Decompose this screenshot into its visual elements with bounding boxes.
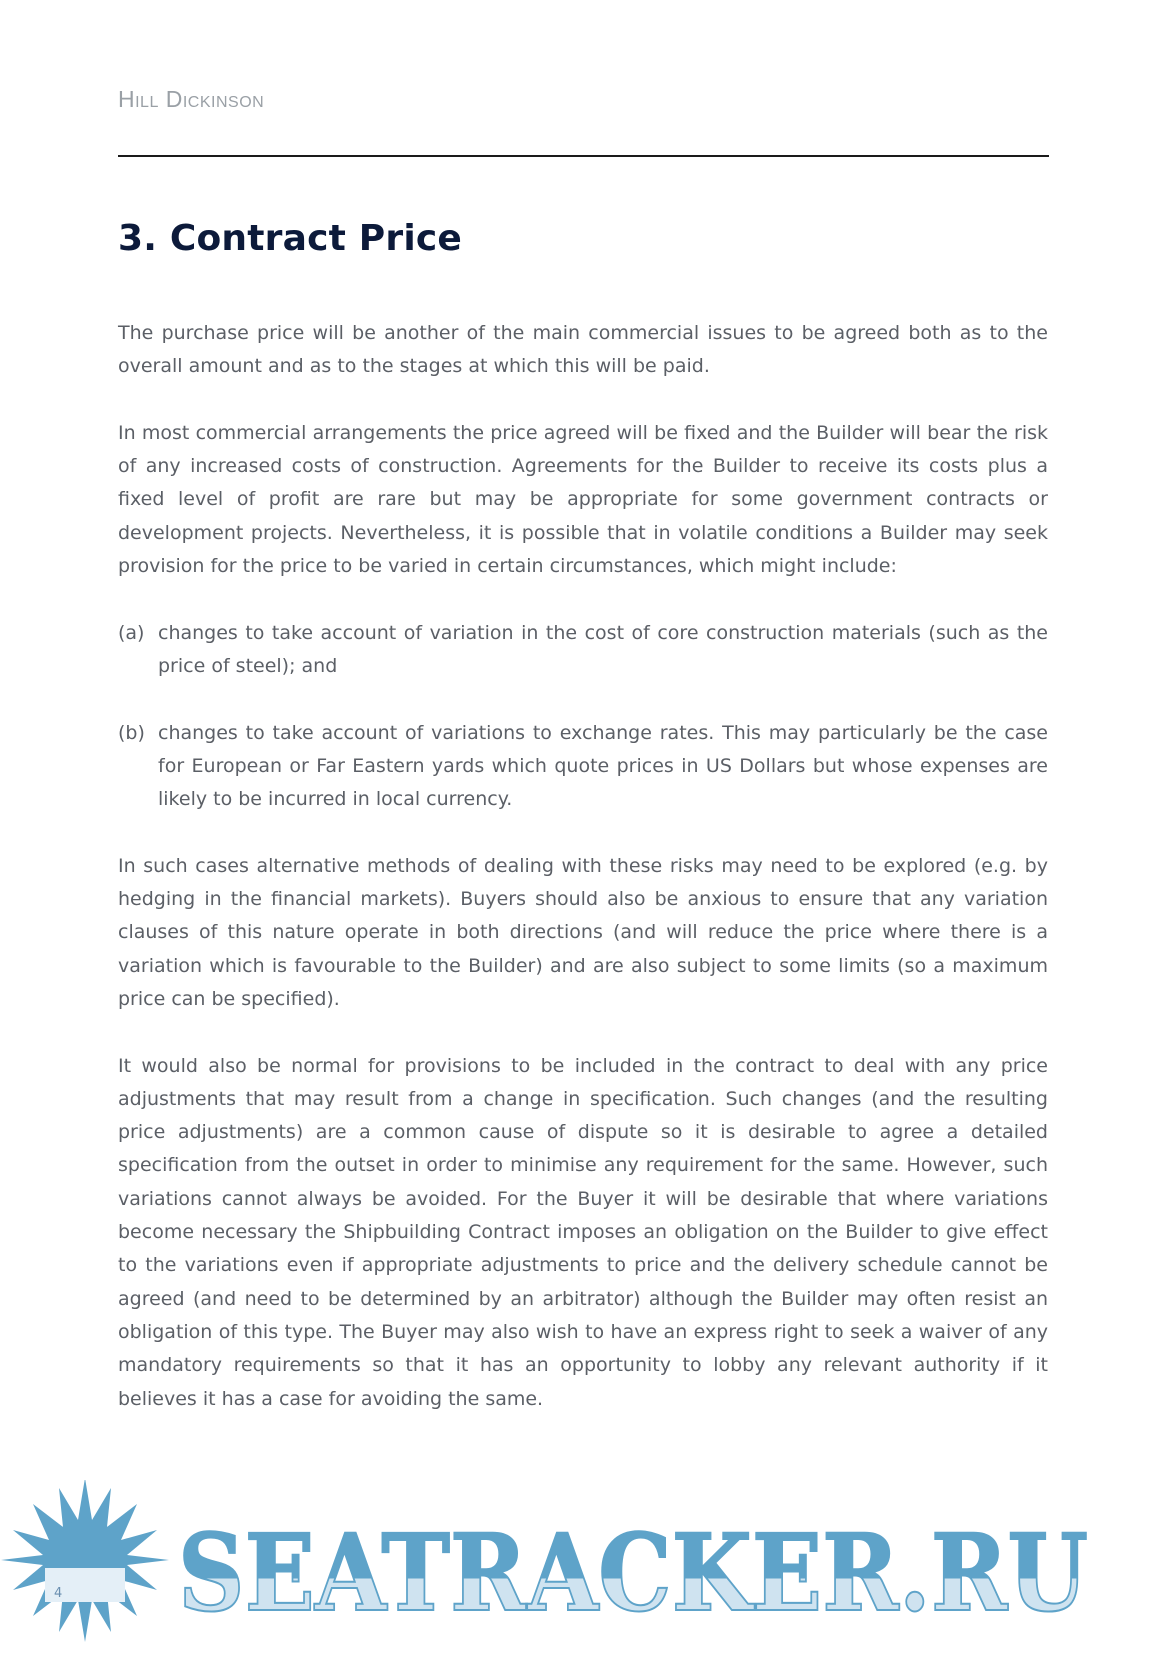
paragraph-price-arrangements: In most commercial arrangements the price agreed will be fixed and the Builder will bear the risk of any increased costs of construction. Agreements for the Builder to receive its costs plus a fixed level of profit are rare but may be appropriate for some government contracts or development projects. Nevertheless, it is possible that in volatile conditions a Builder may seek provision for the price to be varied in certain circumstances, which might include: [118, 421, 1048, 578]
section-title: 3. Contract Price [118, 218, 463, 259]
list-item [118, 617, 1048, 684]
watermark-text: SEATRACKER.RU [178, 1510, 1088, 1635]
body-text [118, 317, 1048, 1449]
paragraph-intro: The purchase price will be another of the main commercial issues to be agreed both as to the overall amount and as to the stages at which this will be paid. [118, 322, 1048, 378]
list-item-text: changes to take account of variation in the cost of core construction materials (such as the price of steel); and [158, 621, 1048, 677]
list-item-text: changes to take account of variations to exchange rates. This may particularly be the case for European or Far Eastern yards which quote prices in US Dollars but whose expenses are likely to be incurred in local currency. [158, 721, 1048, 811]
header-divider [118, 155, 1049, 157]
firm-logo: Hill Dickinson [118, 86, 265, 112]
sun-icon [1, 1480, 169, 1642]
list-marker: (b) [118, 721, 145, 744]
page-number: 4 [54, 1586, 63, 1601]
paragraph-specification-changes: It would also be normal for provisions to be included in the contract to deal with any price adjustments that may result from a change in specification. Such changes (and the resulting price adjustments) are a common cause of dispute so it is desirable to agree a detailed specification from the outset in order to minimise any requirement for the same. However, such variations cannot always be avoided. For the Buyer it will be desirable that where variations become necessary the Shipbuilding Contract imposes an obligation on the Builder to give effect to the variations even if appropriate adjustments to price and the delivery schedule cannot be agreed (and need to be determined by an arbitrator) although the Builder may often resist an obligation of this type. The Buyer may also wish to have an express right to seek a waiver of any mandatory requirements so that it has an opportunity to lobby any relevant authority if it believes it has a case for avoiding the same. [118, 1054, 1048, 1410]
list-item [118, 717, 1048, 817]
watermark [0, 1480, 1166, 1654]
list-marker: (a) [118, 621, 145, 644]
paragraph-risk-methods: In such cases alternative methods of dealing with these risks may need to be explored (e.g. by hedging in the financial markets). Buyers should also be anxious to ensure that any variation clauses of this nature operate in both directions (and will reduce the price where there is a variation which is favourable to the Builder) and are also subject to some limits (so a maximum price can be specified). [118, 854, 1048, 1010]
